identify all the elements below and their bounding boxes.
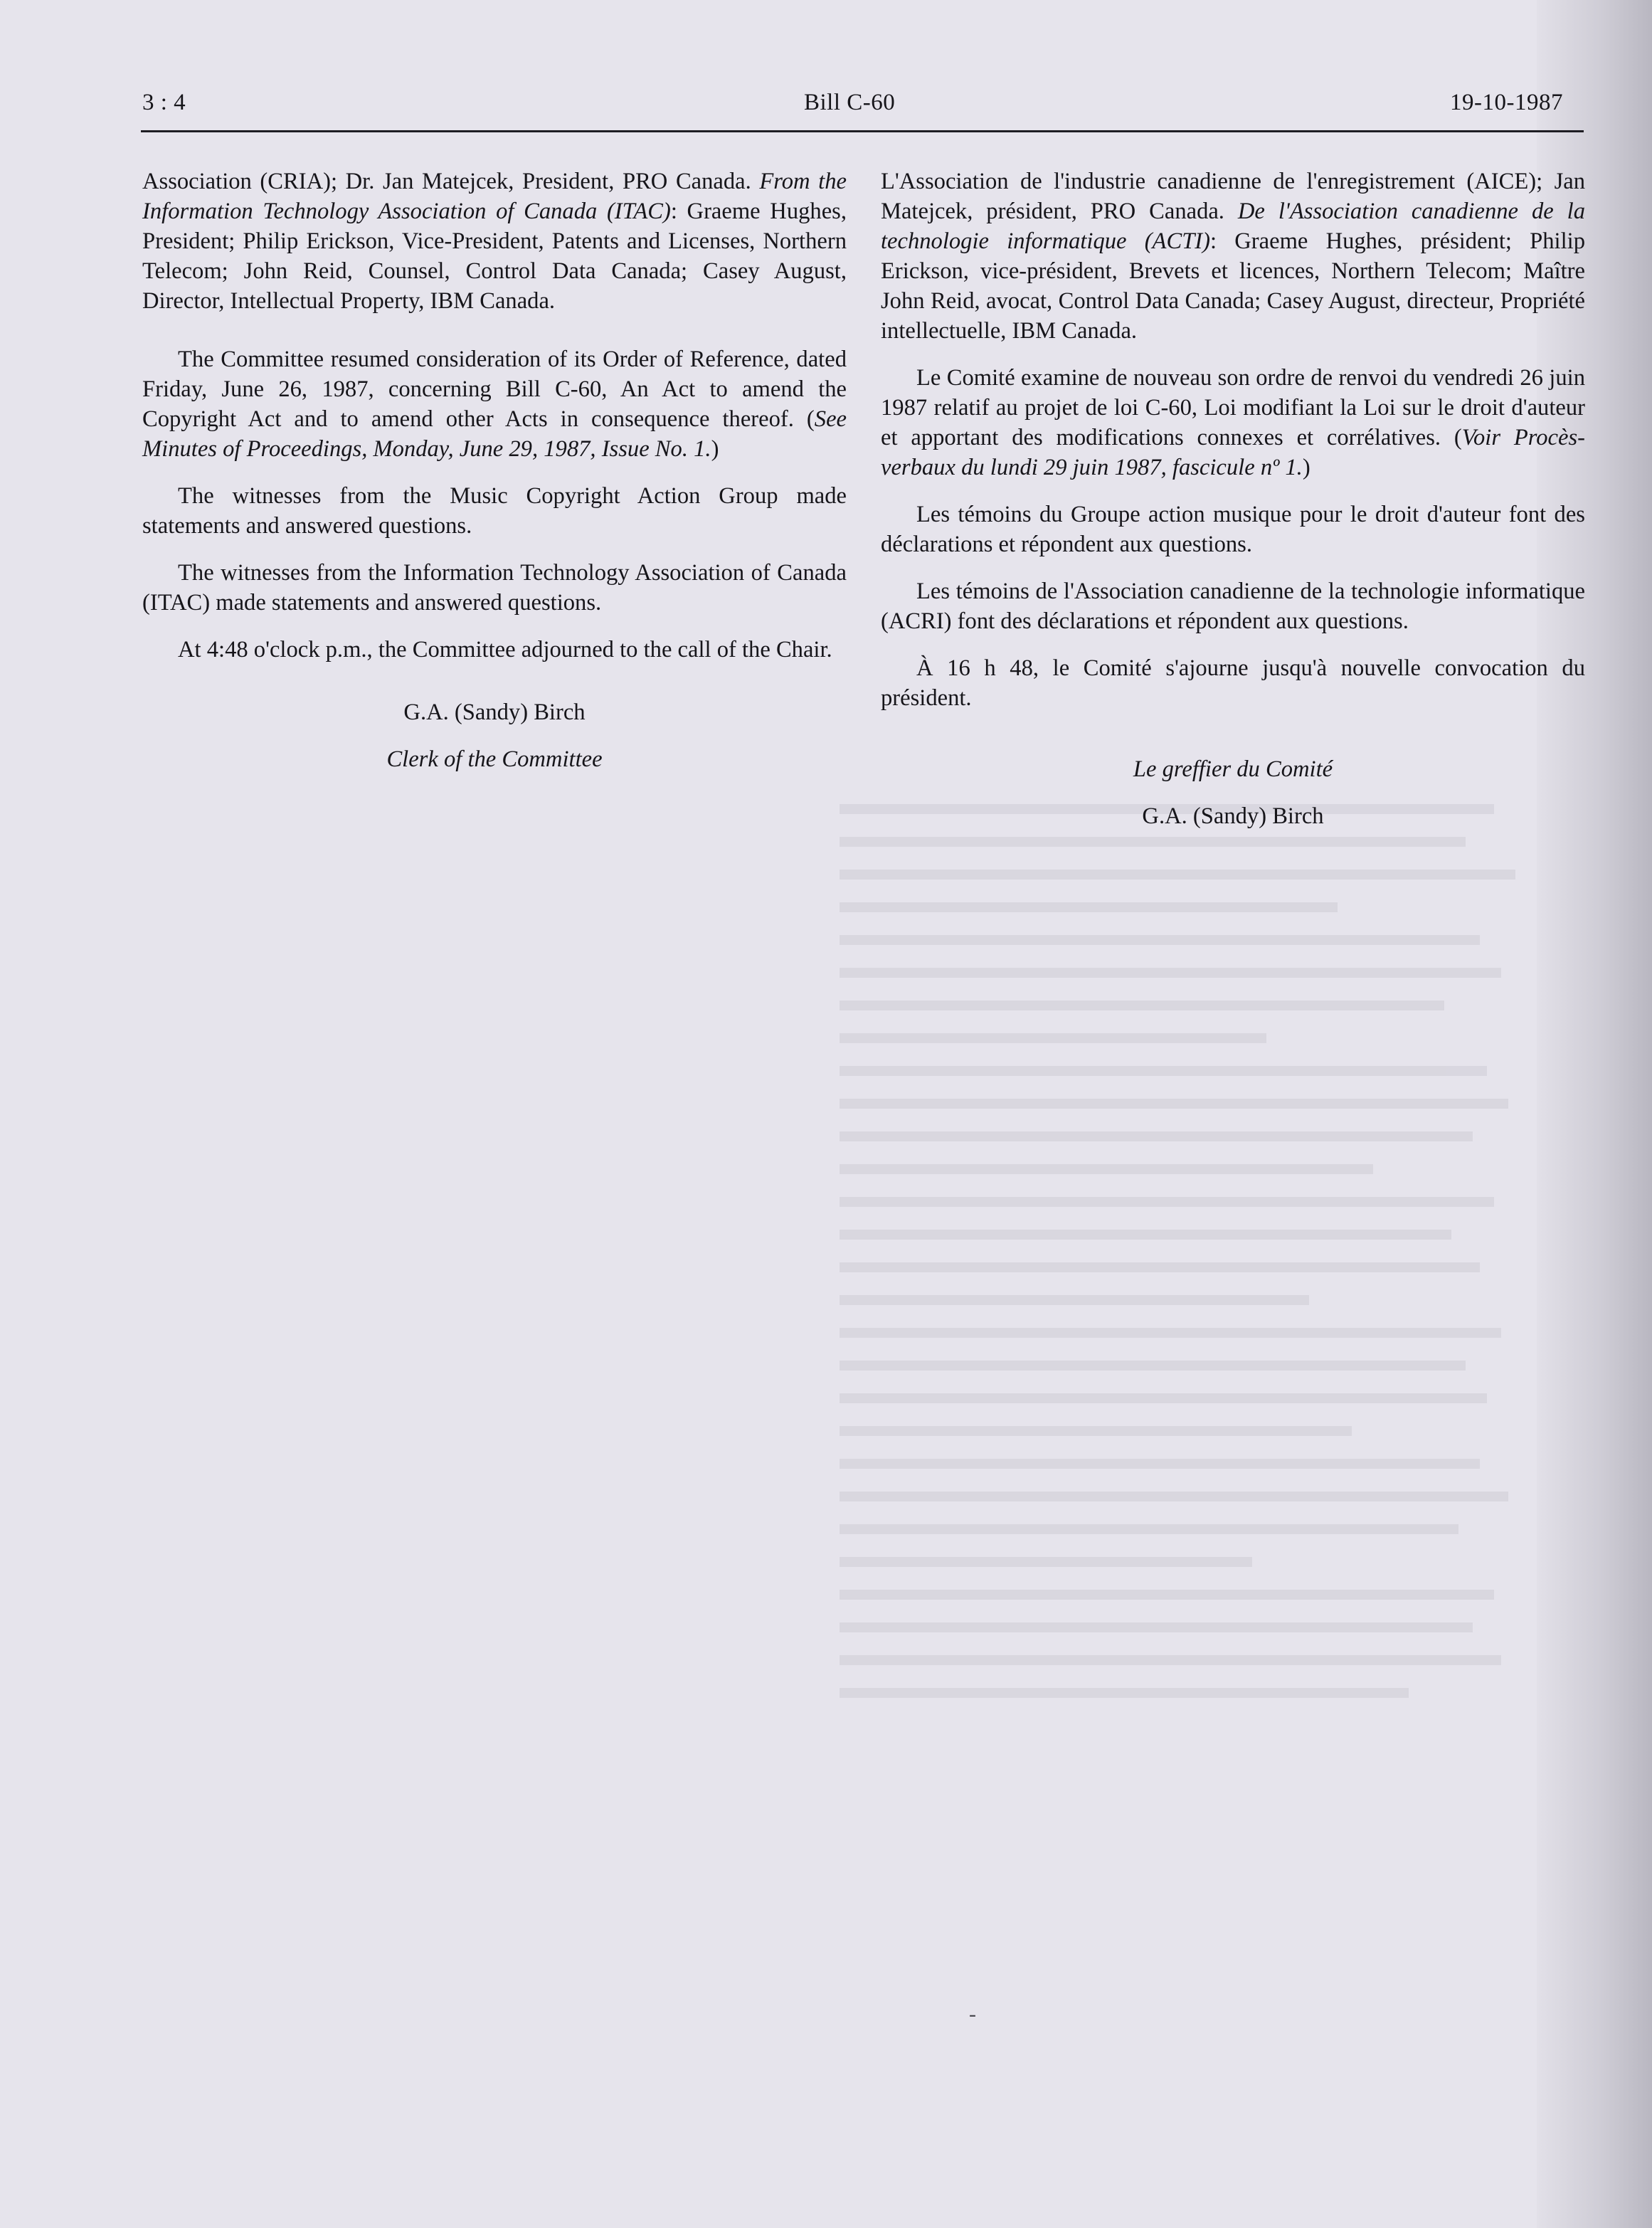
order-of-reference-text-fr: Le Comité examine de nouveau son ordre de renvoi du vendredi 26 juin 1987 relatif au projet de loi C-60, Loi modifiant la Loi sur le droit d'auteur et apportant des modifications connexes et corrélatives. ( [881,365,1585,450]
adjournment-paragraph: At 4:48 o'clock p.m., the Committee adjourned to the call of the Chair. [178,637,832,662]
organization-heading-fr: De l'Association canadienne de la technologie informatique (ACTI) [881,199,1585,254]
order-of-reference-paragraph-fr [881,363,1585,482]
minutes-reference-fr: Voir Procès-verbaux du lundi 29 juin 1987, fascicule nº 1. [881,425,1585,480]
acti-witnesses-paragraph-fr: Les témoins de l'Association canadienne de la technologie informatique (ACRI) font des déclarations et répondent aux questions. [881,579,1585,634]
clerk-title: Clerk of the Committee [386,746,603,772]
witness-list-text: Association (CRIA); Dr. Jan Matejcek, President, PRO Canada. [142,169,760,194]
clerk-name: G.A. (Sandy) Birch [403,699,586,725]
page-folio: 3 : 4 [142,90,186,115]
witness-list-text-fr: L'Association de l'industrie canadienne de l'enregistrement (AICE); Jan Matejcek, président, PRO Canada. [881,169,1585,224]
show-through-text [840,804,1551,1943]
footer-mark: - [969,2002,976,2026]
organization-heading: From the Information Technology Association of Canada (ITAC) [142,169,847,224]
closing-paren-fr: ) [1302,455,1311,480]
order-of-reference-paragraph [142,344,847,464]
running-header-date: 19-10-1987 [1450,90,1563,115]
witness-list-text-continued: : Graeme Hughes, President; Philip Erickson, Vice-President, Patents and Licenses, Northern Telecom; John Reid, Counsel, Control Data Canada; Casey August, Director, Intellectual Property, IBM Canada. [142,199,847,314]
closing-paren: ) [711,436,719,462]
witness-list-text-continued-fr: : Graeme Hughes, président; Philip Erickson, vice-président, Brevets et licences, Northern Telecom; Maître John Reid, avocat, Control Data Canada; Casey August, directeur, Propriété intellectuelle, IBM Canada. [881,228,1585,344]
french-column [881,167,1585,848]
music-witnesses-paragraph: The witnesses from the Music Copyright Action Group made statements and answered questions. [142,483,847,539]
music-witnesses-paragraph-fr: Les témoins du Groupe action musique pour le droit d'auteur font des déclarations et répondent aux questions. [881,502,1585,557]
english-column [142,167,847,791]
witness-list-paragraph [142,167,847,316]
clerk-title-fr: Le greffier du Comité [1133,756,1333,782]
adjournment-paragraph-fr: À 16 h 48, le Comité s'ajourne jusqu'à nouvelle convocation du président. [881,655,1585,711]
clerk-name-fr: G.A. (Sandy) Birch [1142,803,1324,829]
witness-list-paragraph-fr [881,167,1585,346]
running-header-title: Bill C-60 [804,90,896,115]
minutes-reference: See Minutes of Proceedings, Monday, June 29, 1987, Issue No. 1. [142,406,847,462]
header-rule [141,130,1584,132]
order-of-reference-text: The Committee resumed consideration of its Order of Reference, dated Friday, June 26, 1987, concerning Bill C-60, An Act to amend the Copyright Act and to amend other Acts in consequence thereof. ( [142,347,847,432]
itac-witnesses-paragraph: The witnesses from the Information Technology Association of Canada (ITAC) made statements and answered questions. [142,560,847,616]
